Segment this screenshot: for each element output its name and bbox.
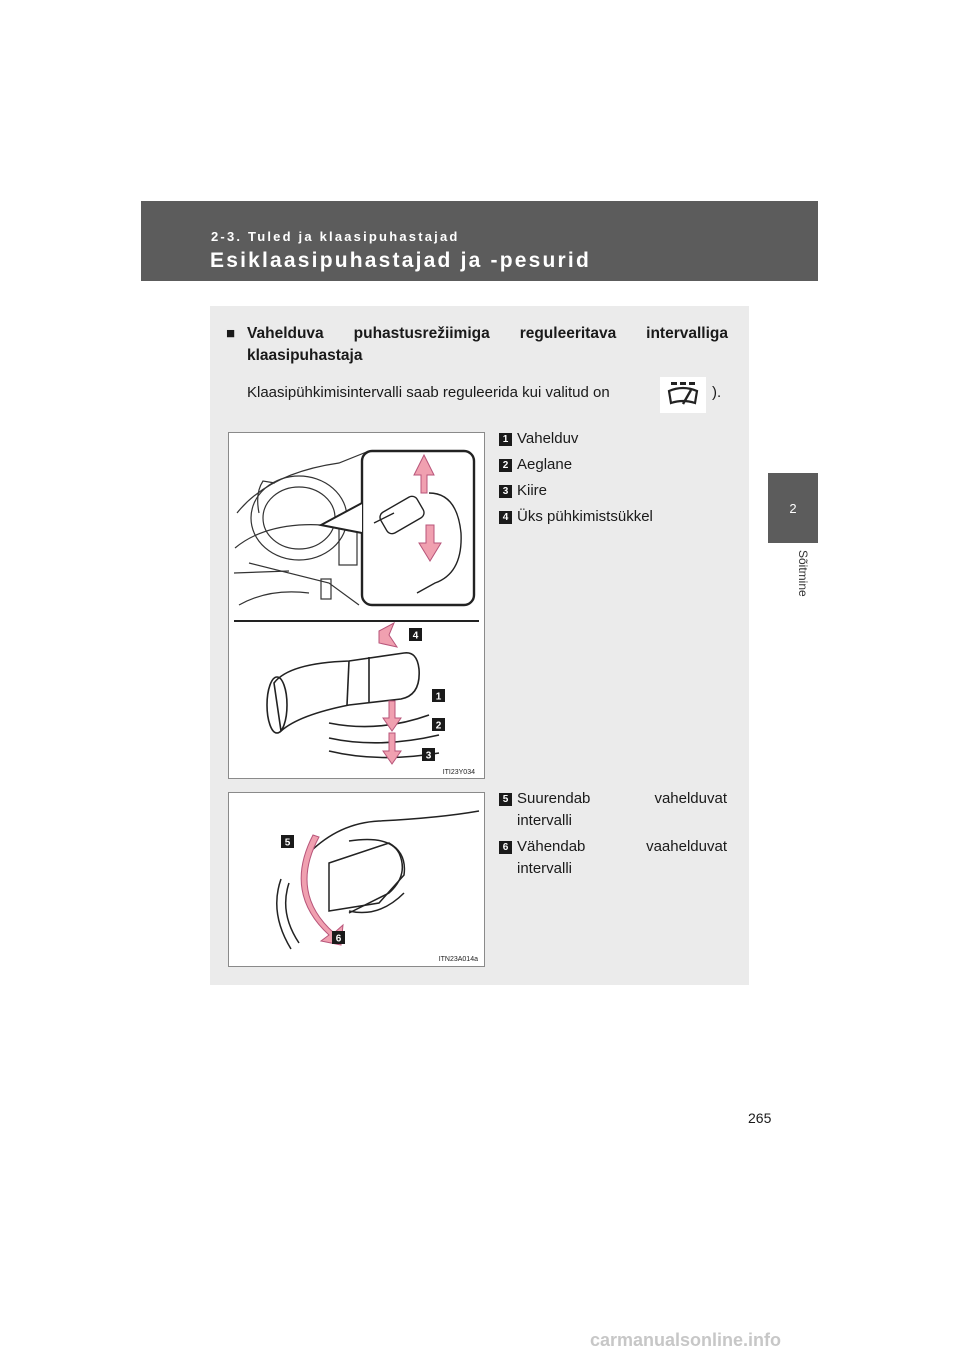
item-number: 4	[499, 511, 512, 524]
item-word: Vähendab	[517, 838, 586, 855]
figure-wiper-lever-illustration	[229, 433, 484, 778]
heading-word: puhastusrežiimiga	[353, 325, 490, 342]
intro-end: ).	[712, 384, 722, 401]
chapter-tab[interactable]: 2	[768, 473, 818, 543]
item-number: 6	[499, 841, 512, 854]
heading-word: Vahelduva	[247, 325, 324, 342]
figure-code: ITI23Y034	[442, 769, 475, 776]
callout-label: 3	[425, 750, 432, 762]
page-title: Esiklaasipuhastajad ja -pesurid	[210, 249, 591, 272]
page-header	[141, 201, 818, 281]
intro-text: Klaasipühkimisintervalli saab reguleerida kui valitud on	[247, 384, 610, 401]
item-text: Vahelduv	[517, 430, 579, 447]
item-number: 5	[499, 793, 512, 806]
item-text-line-1	[517, 836, 727, 858]
callout-label: 5	[284, 837, 291, 849]
item-number: 3	[499, 485, 512, 498]
item-text-line-2: intervalli	[517, 860, 573, 877]
page-number: 265	[748, 1110, 772, 1126]
item-text-line-1	[517, 788, 727, 810]
figure-code: ITN23A014a	[438, 956, 478, 963]
item-word: vaahelduvat	[646, 838, 727, 855]
item-text: Üks pühkimistsükkel	[517, 508, 653, 525]
item-text: Aeglane	[517, 456, 573, 473]
heading-word: reguleeritava	[519, 325, 617, 342]
item-text: Kiire	[517, 482, 548, 499]
item-text-line-2: intervalli	[517, 812, 573, 829]
callout-label: 2	[435, 720, 442, 732]
watermark-text: carmanualsonline.info	[590, 1330, 782, 1350]
item-word: vahelduvat	[654, 790, 727, 807]
callout-label: 1	[435, 691, 442, 703]
wiper-intermittent-icon	[660, 377, 706, 413]
heading-line-2: klaasipuhastaja	[247, 347, 363, 364]
figure-interval-dial-illustration	[229, 793, 484, 966]
item-number: 2	[499, 459, 512, 472]
heading-word: intervalliga	[646, 325, 728, 342]
figure-interval-dial	[228, 792, 485, 967]
callout-label: 6	[335, 933, 342, 945]
item-word: Suurendab	[517, 790, 591, 807]
figure-wiper-lever	[228, 432, 485, 779]
bullet-icon: ■	[226, 325, 236, 342]
section-label: 2-3. Tuled ja klaasipuhastajad	[211, 229, 460, 244]
item-number: 1	[499, 433, 512, 446]
chapter-label: Sõitmine	[796, 550, 810, 597]
callout-label: 4	[412, 630, 419, 642]
